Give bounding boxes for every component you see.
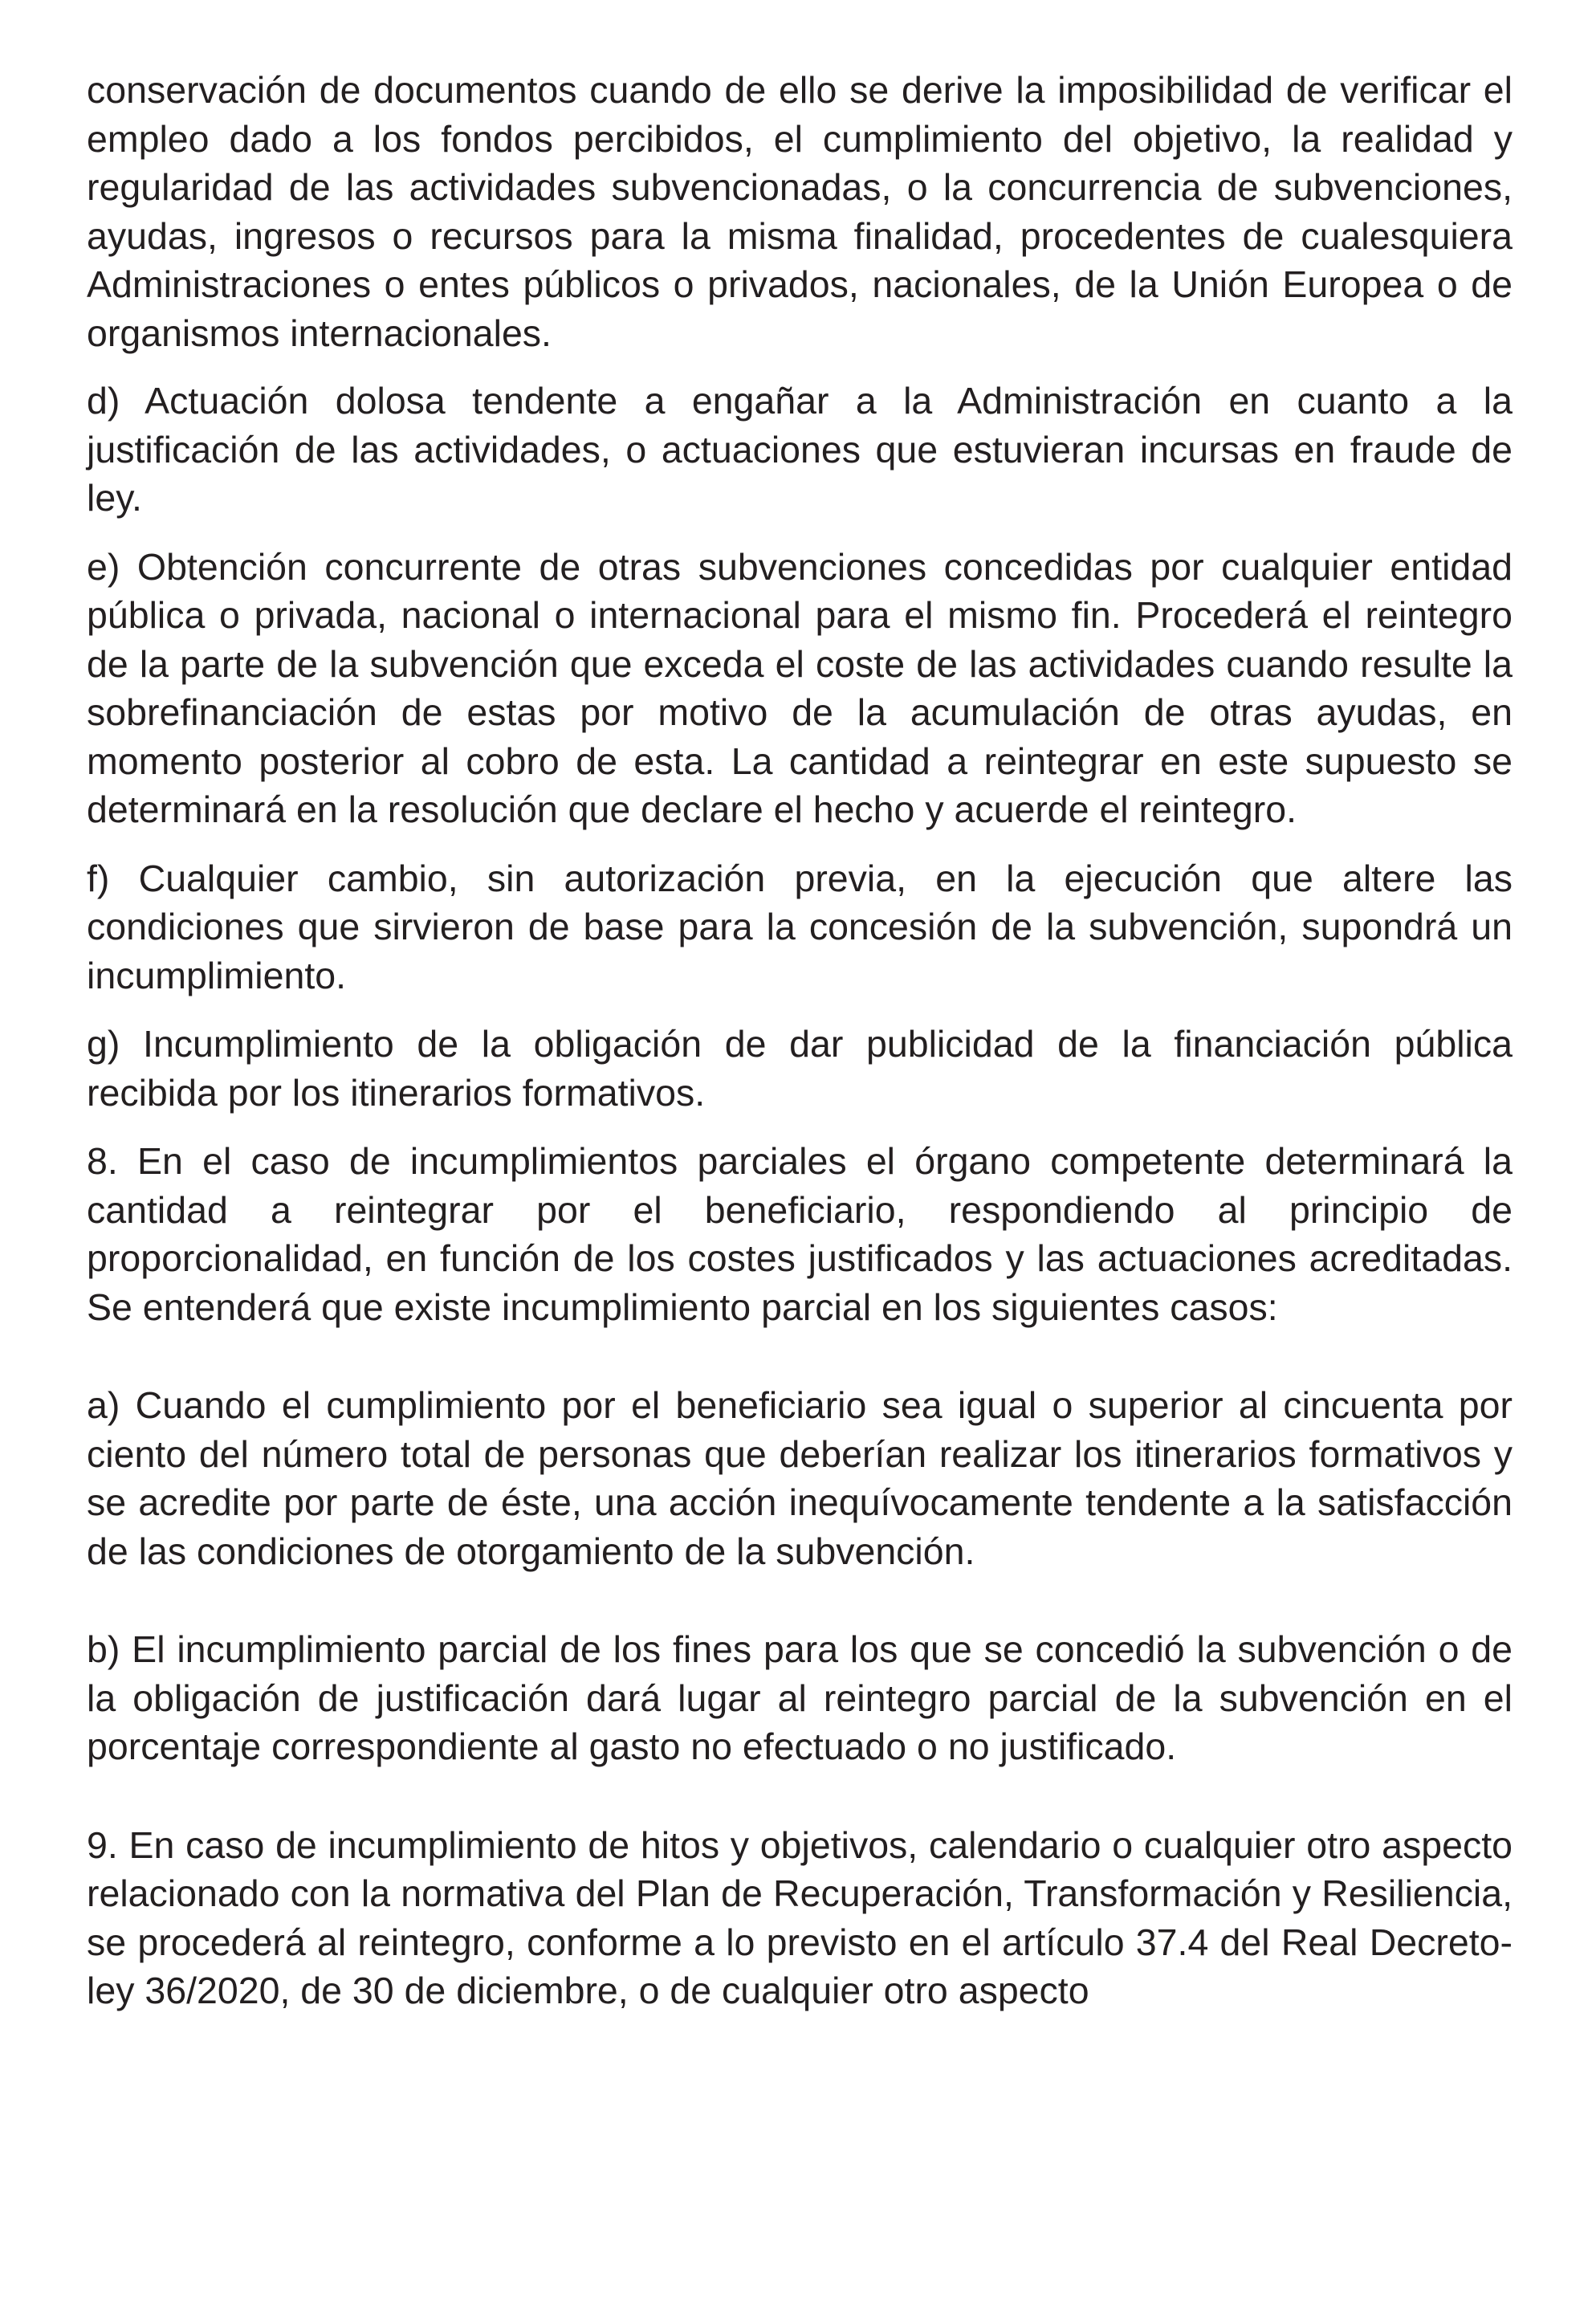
paragraph-section-8-b: b) El incumplimiento parcial de los fines para los que se concedió la subvención o de la obligación de justificación dará lugar al reintegro parcial de la subvención en el porcentaje correspondiente al gasto no efectuado o no justificado. xyxy=(87,1628,1513,1767)
document-page xyxy=(87,66,1513,2015)
paragraph-section-9: 9. En caso de incumplimiento de hitos y objetivos, calendario o cualquier otro aspecto relacionado con la normativa del Plan de Recuperación, Transformación y Resiliencia, se procederá al reintegro, conforme a lo previsto en el artículo 37.4 del Real Decreto-ley 36/2020, de 30 de diciembre, o de cualquier otro aspecto xyxy=(87,1823,1513,2011)
paragraph-item-e: e) Obtención concurrente de otras subvenciones concedidas por cualquier entidad pública o privada, nacional o internacional para el mismo fin. Procederá el reintegro de la parte de la subvención que exceda el coste de las actividades cuando resulte la sobrefinanciación de estas por motivo de la acumulación de otras ayudas, en momento posterior al cobro de esta. La cantidad a reintegrar en este supuesto se determinará en la resolución que declare el hecho y acuerde el reintegro. xyxy=(87,545,1513,830)
paragraph-item-g: g) Incumplimiento de la obligación de dar publicidad de la financiación pública recibida por los itinerarios formativos. xyxy=(87,1023,1513,1114)
paragraph-item-f: f) Cualquier cambio, sin autorización previa, en la ejecución que altere las condiciones que sirvieron de base para la concesión de la subvención, supondrá un incumplimiento. xyxy=(87,857,1513,996)
paragraph-section-8: 8. En el caso de incumplimientos parciales el órgano competente determinará la cantidad a reintegrar por el beneficiario, respondiendo al principio de proporcionalidad, en función de los costes justificados y las actuaciones acreditadas. Se entenderá que existe incumplimiento parcial en los siguientes casos: xyxy=(87,1140,1513,1328)
paragraph-section-8-a: a) Cuando el cumplimiento por el beneficiario sea igual o superior al cincuenta por ciento del número total de personas que deberían realizar los itinerarios formativos y se acredite por parte de éste, una acción inequívocamente tendente a la satisfacción de las condiciones de otorgamiento de la subvención. xyxy=(87,1384,1513,1572)
paragraph-continuation: conservación de documentos cuando de ello se derive la imposibilidad de verificar el empleo dado a los fondos percibidos, el cumplimiento del objetivo, la realidad y regularidad de las actividades subvencionadas, o la concurrencia de subvenciones, ayudas, ingresos o recursos para la misma finalidad, procedentes de cualesquiera Administraciones o entes públicos o privados, nacionales, de la Unión Europea o de organismos internacionales. xyxy=(87,69,1513,354)
paragraph-item-d: d) Actuación dolosa tendente a engañar a la Administración en cuanto a la justificación de las actividades, o actuaciones que estuvieran incursas en fraude de ley. xyxy=(87,380,1513,519)
